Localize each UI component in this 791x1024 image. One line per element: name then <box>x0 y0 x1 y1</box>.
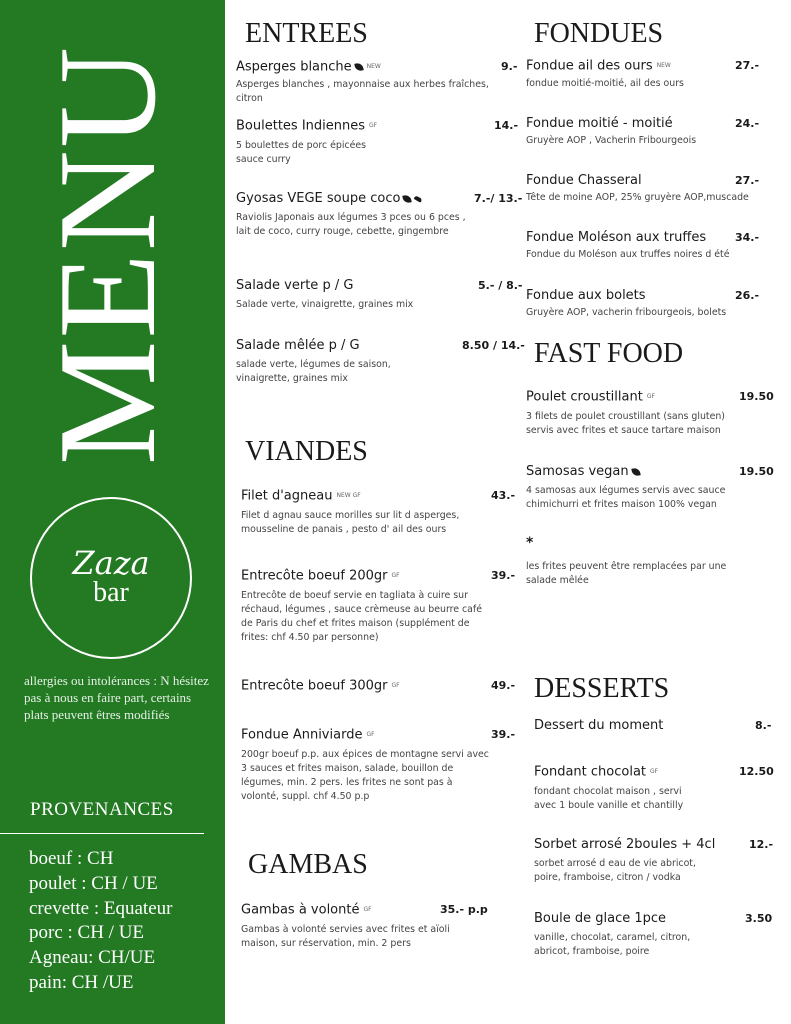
item-description: salade verte, légumes de saison, vinaigrette, graines mix <box>236 359 391 384</box>
item-name: Fondue Anniviarde <box>241 727 363 743</box>
menu-item <box>241 488 516 537</box>
item-name: Gyosas VEGE soupe coco <box>236 191 401 206</box>
provenance-item: boeuf : CH <box>29 848 114 869</box>
item-tag: GF <box>366 731 375 738</box>
menu-item <box>241 568 516 645</box>
menu-item <box>534 764 774 813</box>
item-price: 3.50 <box>745 912 773 925</box>
item-name: Fondue moitié - moitié <box>526 116 673 131</box>
menu-item <box>526 230 771 262</box>
item-description: Fondue du Moléson aux truffes noires d été <box>526 249 730 260</box>
menu-item <box>241 902 516 951</box>
allergy-notice: allergies ou intolérances : N hésitez pas à nous en faire part, certains plats peuvent êtres modifiés <box>24 673 209 722</box>
provenances-title: PROVENANCES <box>30 799 174 820</box>
item-description: 200gr boeuf p.p. aux épices de montagne servi avec 3 sauces et frites maison, salade, bouillon de légumes, min. 2 pers. les frites ne sont pas à volonté, suppl. chf 4.50 p.p <box>241 748 489 802</box>
item-price: 19.50 <box>739 390 774 403</box>
item-price: 5.- / 8.- <box>478 279 523 292</box>
item-price: 26.- <box>735 289 760 302</box>
item-name: Samosas vegan <box>526 464 629 479</box>
item-price: 49.- <box>491 679 516 692</box>
menu-item <box>526 288 771 320</box>
note-asterisk: * <box>526 535 534 551</box>
item-tag: NEW <box>656 62 671 69</box>
item-description: Gruyère AOP, vacherin fribourgeois, bolets <box>526 307 727 318</box>
item-price: 7.-/ 13.- <box>474 192 523 205</box>
item-price: 27.- <box>735 174 760 187</box>
item-price: 12.50 <box>739 765 774 778</box>
menu-item <box>236 338 525 386</box>
section-title-gambas: GAMBAS <box>248 849 368 880</box>
leaf-icon <box>403 194 412 203</box>
item-tag: GF <box>391 682 400 689</box>
item-tag: GF <box>391 572 400 579</box>
item-tag: GF <box>363 906 372 913</box>
item-name: Boulettes Indiennes <box>236 118 366 134</box>
menu-title: MENU <box>30 44 185 466</box>
provenance-item: Agneau: CH/UE <box>29 947 156 969</box>
menu-item <box>534 911 771 959</box>
section-title-entrees: ENTREES <box>245 18 368 49</box>
item-tag: NEW <box>366 63 381 70</box>
item-description: sorbet arrosé d eau de vie abricot, poire, framboise, citron / vodka <box>534 858 696 883</box>
menu-item <box>236 118 519 167</box>
item-tag: GF <box>646 393 655 400</box>
item-name: Salade mêlée p / G <box>236 338 360 353</box>
menu-item <box>526 464 774 512</box>
provenances-list <box>29 847 172 996</box>
item-tag: NEW GF <box>336 492 361 499</box>
menu-item <box>236 278 523 312</box>
sidebar <box>0 0 225 1024</box>
menu-item <box>526 58 771 91</box>
section-title-desserts: DESSERTS <box>534 673 670 704</box>
item-description: Tête de moine AOP, 25% gruyère AOP,muscade <box>526 192 749 203</box>
provenance-item: poulet : CH / UE <box>29 872 158 894</box>
item-description: Raviolis Japonais aux légumes 3 pces ou 6 pces , lait de coco, curry rouge, cebette, gingembre <box>236 212 466 237</box>
provenances-divider <box>0 833 204 834</box>
item-name: Entrecôte boeuf 300gr <box>241 678 388 694</box>
menu-item <box>526 389 774 438</box>
provenance-item: pain: CH /UE <box>29 971 134 993</box>
item-price: 34.- <box>735 231 760 244</box>
provenance-item: crevette : Equateur <box>29 897 173 919</box>
item-description: 3 filets de poulet croustillant (sans gluten) servis avec frites et sauce tartare maison <box>526 410 725 436</box>
item-name: Entrecôte boeuf 200gr <box>241 568 388 584</box>
item-price: 14.- <box>494 119 519 132</box>
item-name: Dessert du moment <box>534 718 664 733</box>
item-name: Filet d'agneau <box>241 488 333 504</box>
fries-note: les frites peuvent être remplacées par une salade mêlée <box>526 561 727 586</box>
section-title-viandes: VIANDES <box>245 436 368 467</box>
item-description: Filet d agnau sauce morilles sur lit d asperges, mousseline de panais , pesto d' ail des ours <box>241 509 460 535</box>
menu-item <box>236 59 516 106</box>
item-name: Boule de glace 1pce <box>534 911 667 926</box>
item-name: Gambas à volonté <box>241 902 360 918</box>
item-name: Fondant chocolat <box>534 764 647 780</box>
item-description: Gruyère AOP , Vacherin Fribourgeois <box>526 135 697 146</box>
item-price: 43.- <box>491 489 516 502</box>
item-name: Salade verte p / G <box>236 278 354 293</box>
item-name: Fondue aux bolets <box>526 288 646 303</box>
logo-script-text: Zaza <box>72 544 150 582</box>
item-description: 5 boulettes de porc épicées sauce curry <box>236 139 366 165</box>
item-name: Sorbet arrosé 2boules + 4cl <box>534 837 716 852</box>
menu-item <box>236 191 523 239</box>
menu-item <box>241 678 516 695</box>
provenance-item: porc : CH / UE <box>29 922 145 944</box>
item-description: Entrecôte de boeuf servie en tagliata à cuire sur réchaud, légumes , sauce crèmeuse au beurre café de Paris du chef et frites maison (supplément de frites: chf 4.50 par personne) <box>241 589 482 643</box>
menu-item <box>526 116 771 148</box>
item-name: Fondue ail des ours <box>526 58 653 74</box>
leaf-icon <box>631 467 640 476</box>
chili-icon <box>414 195 423 202</box>
item-price: 8.50 / 14.- <box>462 339 525 352</box>
menu-item <box>526 173 771 205</box>
leaf-icon <box>354 62 363 71</box>
item-price: 12.- <box>749 838 774 851</box>
item-description: 4 samosas aux légumes servis avec sauce chimichurri et frites maison 100% vegan <box>526 485 726 510</box>
item-description: vanille, chocolat, caramel, citron, abricot, framboise, poire <box>534 932 691 957</box>
item-name: Asperges blanche <box>236 59 352 75</box>
item-description: Salade verte, vinaigrette, graines mix <box>236 299 414 310</box>
item-price: 19.50 <box>739 465 774 478</box>
item-description: Gambas à volonté servies avec frites et aïoli maison, sur réservation, min. 2 pers <box>241 923 450 949</box>
menu-item <box>534 718 771 734</box>
item-description: fondue moitié-moitié, ail des ours <box>526 77 684 89</box>
item-price: 39.- <box>491 569 516 582</box>
item-price: 24.- <box>735 117 760 130</box>
section-title-fastfood: FAST FOOD <box>534 338 684 369</box>
menu-item <box>241 727 516 804</box>
item-price: 35.- p.p <box>440 903 488 916</box>
item-name: Fondue Moléson aux truffes <box>526 230 707 245</box>
item-price: 39.- <box>491 728 516 741</box>
item-price: 8.- <box>755 719 772 732</box>
logo <box>30 497 192 659</box>
item-description: Asperges blanches , mayonnaise aux herbes fraîches, citron <box>236 78 489 104</box>
item-price: 9.- <box>501 60 518 73</box>
logo-sub-text: bar <box>93 577 129 608</box>
item-tag: GF <box>650 768 659 775</box>
item-name: Poulet croustillant <box>526 389 643 405</box>
item-description: fondant chocolat maison , servi avec 1 boule vanille et chantilly <box>534 785 684 811</box>
item-tag: GF <box>369 122 378 129</box>
section-title-fondues: FONDUES <box>534 18 664 49</box>
item-price: 27.- <box>735 59 760 72</box>
item-name: Fondue Chasseral <box>526 173 642 188</box>
menu-item <box>534 837 774 885</box>
